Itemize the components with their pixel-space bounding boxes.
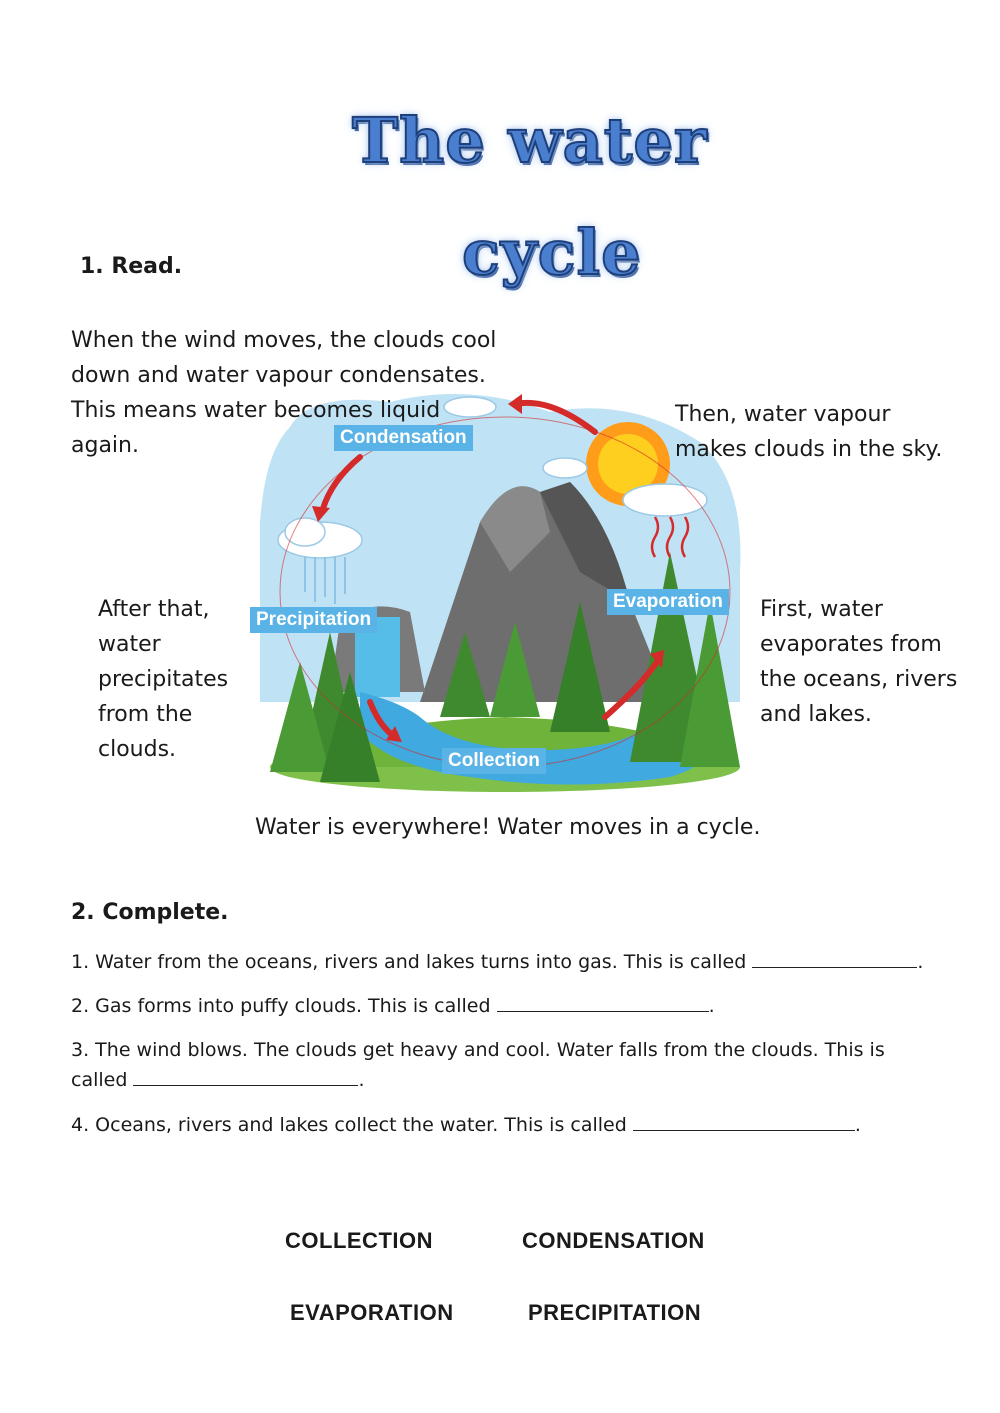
answer-blank-4[interactable] (633, 1129, 855, 1131)
section-1-heading: 1. Read. (80, 254, 183, 279)
complete-item-3: 3. The wind blows. The clouds get heavy and cool. Water falls from the clouds. This is called . (71, 1035, 951, 1095)
label-collection: Collection (442, 748, 546, 774)
complete-item-2-text: 2. Gas forms into puffy clouds. This is called (71, 995, 491, 1017)
word-bank-collection: COLLECTION (285, 1228, 433, 1253)
answer-blank-3[interactable] (133, 1084, 358, 1086)
title-line-1: The water (352, 104, 708, 177)
label-evaporation: Evaporation (607, 589, 729, 615)
word-bank-precipitation: PRECIPITATION (528, 1300, 702, 1325)
title-line-2: cycle (462, 216, 642, 289)
cloud-right (623, 484, 707, 516)
word-bank-evaporation: EVAPORATION (290, 1300, 454, 1325)
summary-sentence: Water is everywhere! Water moves in a cycle. (255, 815, 761, 840)
answer-blank-2[interactable] (497, 1010, 709, 1012)
complete-item-1: 1. Water from the oceans, rivers and lakes turns into gas. This is called . (71, 951, 924, 973)
label-precipitation: Precipitation (250, 607, 377, 633)
complete-item-4-text: 4. Oceans, rivers and lakes collect the water. This is called (71, 1114, 627, 1136)
precipitation-paragraph: After that, water precipitates from the clouds. (98, 597, 229, 762)
complete-item-1-text: 1. Water from the oceans, rivers and lakes turns into gas. This is called (71, 951, 747, 973)
complete-item-2: 2. Gas forms into puffy clouds. This is called . (71, 995, 715, 1017)
label-condensation: Condensation (334, 425, 473, 451)
complete-item-3-text-cont: called (71, 1069, 128, 1091)
answer-blank-1[interactable] (752, 966, 917, 968)
clouds-paragraph: Then, water vapour makes clouds in the sky. (675, 402, 943, 462)
section-2-heading: 2. Complete. (71, 900, 229, 925)
word-bank-condensation: CONDENSATION (522, 1228, 705, 1253)
complete-item-3-text: 3. The wind blows. The clouds get heavy and cool. Water falls from the clouds. This is (71, 1039, 885, 1061)
cloud-small (543, 458, 587, 478)
complete-item-4: 4. Oceans, rivers and lakes collect the water. This is called . (71, 1114, 861, 1136)
evaporation-paragraph: First, water evaporates from the oceans, rivers and lakes. (760, 597, 958, 727)
condensation-paragraph: When the wind moves, the clouds cool down and water vapour condensates. This means water becomes liquid again. (71, 328, 497, 458)
